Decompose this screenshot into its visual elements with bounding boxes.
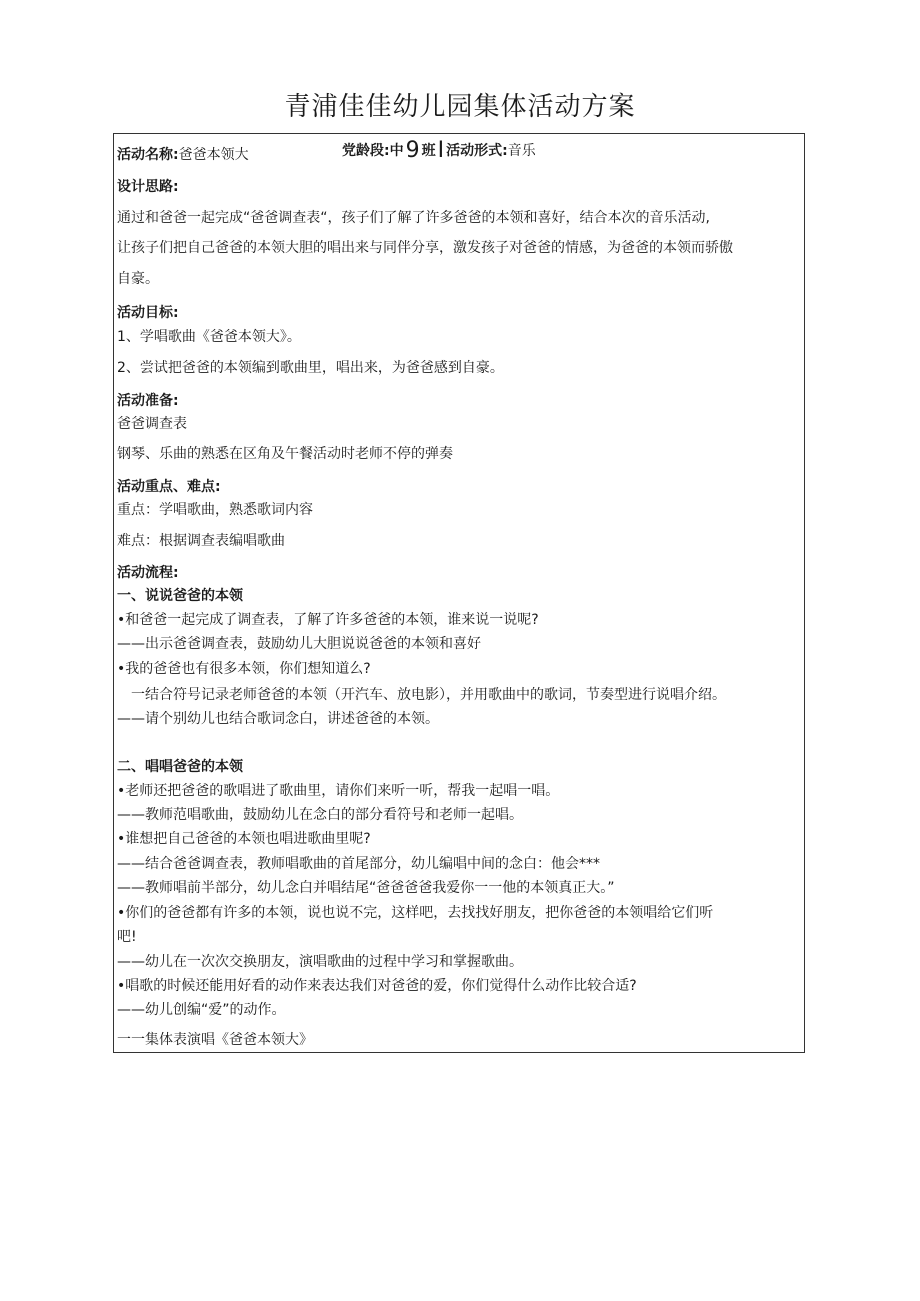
process-line: ——幼儿创编“爱”的动作。 bbox=[117, 1002, 286, 1018]
activity-name-field bbox=[117, 145, 249, 165]
goals-heading: 活动目标: bbox=[117, 305, 179, 321]
part1-heading: 一、说说爸爸的本领 bbox=[117, 588, 243, 604]
activity-name-label: 活动名称: bbox=[117, 147, 179, 163]
design-heading: 设计思路: bbox=[117, 179, 179, 195]
process-line: •谁想把自己爸爸的本领也唱进歌曲里呢? bbox=[117, 831, 371, 847]
process-line: ——教师范唱歌曲，鼓励幼儿在念白的部分看符号和老师一起唱。 bbox=[117, 807, 523, 823]
process-line: •唱歌的时候还能用好看的动作来表达我们对爸爸的爱，你们觉得什么动作比较合适? bbox=[117, 978, 637, 994]
age-group-suffix: 班 bbox=[421, 143, 436, 159]
goal-item: 2、尝试把爸爸的本领编到歌曲里，唱出来，为爸爸感到自豪。 bbox=[117, 360, 504, 376]
design-line: 自豪。 bbox=[117, 271, 159, 287]
design-line: 让孩子们把自己爸爸的本领大胆的唱出来与同伴分享，激发孩子对爸爸的情感，为爸爸的本领而骄傲 bbox=[117, 240, 733, 256]
process-line: ——幼儿在一次次交换朋友，演唱歌曲的过程中学习和掌握歌曲。 bbox=[117, 954, 523, 970]
prep-item: 爸爸调查表 bbox=[117, 416, 187, 432]
process-line: ——结合爸爸调查表，教师唱歌曲的首尾部分，幼儿编唱中间的念白：他会*** bbox=[117, 856, 600, 872]
focus-item: 重点：学唱歌曲，熟悉歌词内容 bbox=[117, 502, 313, 518]
process-line: ——出示爸爸调查表，鼓励幼儿大胆说说爸爸的本领和喜好 bbox=[117, 636, 481, 652]
age-group-field bbox=[342, 138, 536, 163]
prep-item: 钢琴、乐曲的熟悉在区角及午餐活动时老师不停的弹奏 bbox=[117, 446, 453, 462]
class-number: 9 bbox=[405, 138, 420, 163]
prep-heading: 活动准备: bbox=[117, 393, 179, 409]
focus-heading: 活动重点、难点: bbox=[117, 479, 221, 495]
process-line: ——请个别幼儿也结合歌词念白，讲述爸爸的本领。 bbox=[117, 711, 439, 727]
process-heading: 活动流程: bbox=[117, 565, 179, 581]
document-title: 青浦佳佳幼儿园集体活动方案 bbox=[284, 92, 636, 122]
process-line: •你们的爸爸都有许多的本领，说也说不完，这样吧，去找找好朋友，把你爸爸的本领唱给它们听 bbox=[117, 905, 714, 921]
process-line: •我的爸爸也有很多本领，你们想知道么? bbox=[117, 661, 371, 677]
focus-item: 难点：根据调查表编唱歌曲 bbox=[117, 533, 285, 549]
process-line: •和爸爸一起完成了调查表，了解了许多爸爸的本领，谁来说一说呢? bbox=[117, 612, 539, 628]
goal-item: 1、学唱歌曲《爸爸本领大》。 bbox=[117, 329, 301, 345]
part2-heading: 二、唱唱爸爸的本领 bbox=[117, 759, 243, 775]
design-line: 通过和爸爸一起完成“爸爸调查表“，孩子们了解了许多爸爸的本领和喜好，结合本次的音乐活动, bbox=[117, 210, 710, 226]
activity-form-label: 活动形式: bbox=[446, 143, 508, 159]
process-line: 一结合符号记录老师爸爸的本领（开汽车、放电影），并用歌曲中的歌词，节奏型进行说唱介绍。 bbox=[131, 687, 726, 703]
process-line: 一一集体表演唱《爸爸本领大》 bbox=[117, 1032, 313, 1048]
process-line: ——教师唱前半部分，幼儿念白并唱结尾“爸爸爸爸我爱你一一他的本领真正大。” bbox=[117, 880, 615, 896]
activity-name-value: 爸爸本领大 bbox=[178, 147, 249, 163]
age-group-prefix: 中 bbox=[389, 143, 404, 159]
process-line: •老师还把爸爸的歌唱进了歌曲里，请你们来听一听，帮我一起唱一唱。 bbox=[117, 783, 560, 799]
process-line: 吧! bbox=[117, 929, 137, 945]
activity-form-value: 音乐 bbox=[507, 143, 536, 159]
separator: I bbox=[437, 138, 445, 163]
age-group-label: 党龄段: bbox=[342, 143, 390, 159]
